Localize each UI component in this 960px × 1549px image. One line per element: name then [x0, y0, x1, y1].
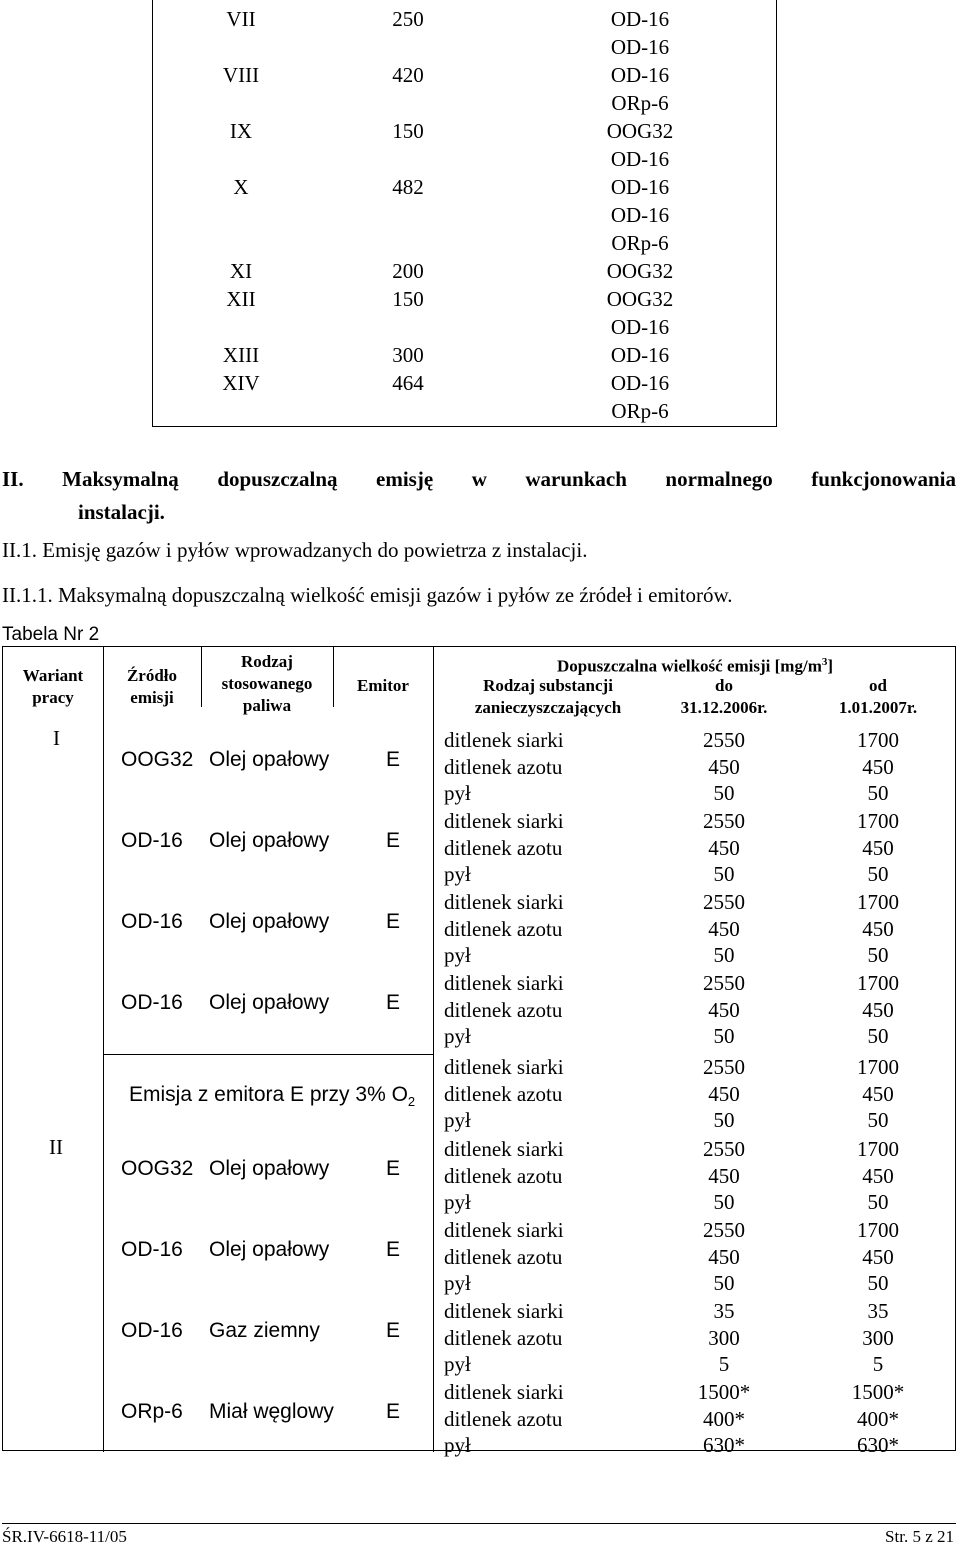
source-cell: OD-16 [610, 175, 670, 199]
limit-value: 450 [708, 997, 740, 1022]
source-cell: OD-16 [610, 7, 670, 31]
source-cell: OD-16 [121, 991, 183, 1014]
limit-value: 400* [857, 1406, 899, 1431]
limit-value: 450 [862, 916, 894, 941]
variant-cell: X [233, 175, 249, 199]
section-heading-ii-1: II.1. Emisję gazów i pyłów wprowadzanych do powietrza z instalacji. [2, 538, 588, 562]
substance-name: pył [444, 1433, 471, 1458]
limit-value: 50 [867, 1024, 889, 1049]
power-cell: 420 [392, 63, 424, 87]
source-cell: ORp-6 [121, 1400, 183, 1423]
source-cell: OD-16 [121, 1319, 183, 1342]
substance-name: pył [444, 1271, 471, 1296]
limit-value: 50 [867, 1108, 889, 1133]
limit-from-cell [833, 727, 923, 807]
limit-value: 50 [713, 781, 735, 806]
limit-value: 1700 [857, 728, 899, 752]
power-table-row [153, 341, 776, 369]
variant-cell: VIII [222, 63, 260, 87]
limit-to-cell [679, 970, 769, 1050]
emission-group [3, 1054, 955, 1135]
substance-cell [444, 1379, 564, 1459]
power-table-row [153, 397, 776, 425]
limit-value: 5 [872, 1352, 884, 1377]
substance-name: pył [444, 862, 471, 887]
fuel-cell: Olej opałowy [209, 748, 330, 771]
substance-name: ditlenek azotu [444, 916, 563, 941]
substance-cell [444, 1298, 564, 1378]
fuel-cell: Olej opałowy [209, 829, 330, 852]
source-cell: OD-16 [610, 147, 670, 171]
power-cell: 150 [392, 287, 424, 311]
fuel-cell: Miał węglowy [209, 1400, 334, 1423]
fuel-cell: Olej opałowy [209, 1157, 330, 1180]
power-table-row [153, 61, 776, 89]
limit-to-cell [679, 1298, 769, 1378]
limit-to-cell [679, 727, 769, 807]
limit-value: 1700 [857, 809, 899, 833]
power-cell: 150 [392, 119, 424, 143]
substance-name: pył [444, 1024, 471, 1049]
variant-label-ii: II [49, 1135, 63, 1159]
substance-cell [444, 1054, 564, 1134]
power-cell: 482 [392, 175, 424, 199]
limit-value: 450 [708, 916, 740, 941]
source-cell: OD-16 [121, 829, 183, 852]
limit-to-cell [679, 1217, 769, 1297]
header-variant: Wariant pracy [22, 666, 84, 707]
footer-divider [2, 1523, 956, 1524]
power-sources-table [152, 0, 777, 427]
emission-group [3, 1298, 955, 1379]
limit-value: 50 [867, 1190, 889, 1215]
source-cell: OD-16 [121, 910, 183, 933]
limit-to-cell [679, 1136, 769, 1216]
power-table-row [153, 173, 776, 201]
substance-name: ditlenek siarki [444, 890, 564, 914]
limit-value: 450 [708, 835, 740, 860]
substance-cell [444, 889, 564, 969]
emission-group [3, 889, 955, 970]
limit-value: 630* [857, 1433, 899, 1458]
substance-name: ditlenek siarki [444, 1380, 564, 1404]
limit-value: 2550 [703, 1137, 745, 1161]
substance-cell [444, 808, 564, 888]
variant-cell: XI [229, 259, 253, 283]
header-fuel: Rodzaj stosowanego paliwa [221, 652, 313, 715]
limit-value: 450 [708, 1244, 740, 1269]
limit-value: 630* [703, 1433, 745, 1458]
power-table-row [153, 257, 776, 285]
limit-value: 50 [867, 781, 889, 806]
substance-name: ditlenek siarki [444, 809, 564, 833]
power-cell: 200 [392, 259, 424, 283]
substance-cell [444, 727, 564, 807]
limit-value: 2550 [703, 809, 745, 833]
limit-value: 2550 [703, 971, 745, 995]
limit-value: 450 [708, 1163, 740, 1188]
substance-name: ditlenek siarki [444, 1299, 564, 1323]
substance-name: ditlenek azotu [444, 835, 563, 860]
power-table-row [153, 33, 776, 61]
limit-from-cell [833, 1136, 923, 1216]
power-table-row [153, 201, 776, 229]
emission-group [3, 727, 955, 808]
source-cell: OD-16 [121, 1238, 183, 1261]
substance-name: ditlenek azotu [444, 1406, 563, 1431]
limit-value: 50 [713, 1024, 735, 1049]
limit-value: 50 [713, 1271, 735, 1296]
emitter-cell: E [386, 748, 401, 771]
variant-label-i: I [53, 726, 60, 750]
power-cell: 300 [392, 343, 424, 367]
limit-value: 450 [862, 1244, 894, 1269]
source-cell: OD-16 [610, 35, 670, 59]
substance-name: pył [444, 1352, 471, 1377]
limit-to-cell [679, 889, 769, 969]
power-table-row [153, 5, 776, 33]
source-cell: OD-16 [610, 203, 670, 227]
limit-to-cell [679, 1054, 769, 1134]
fuel-cell: Olej opałowy [209, 991, 330, 1014]
source-cell: OD-16 [610, 343, 670, 367]
limit-value: 50 [867, 1271, 889, 1296]
page-number: Str. 5 z 21 [885, 1527, 954, 1546]
section-heading-ii-1-1: II.1.1. Maksymalną dopuszczalną wielkość emisji gazów i pyłów ze źródeł i emitorów. [2, 583, 733, 607]
limit-value: 1500* [851, 1380, 905, 1404]
limit-value: 50 [713, 862, 735, 887]
header-allowed-emission: Dopuszczalna wielkość emisji $[mg/m^3]$ [556, 656, 834, 676]
substance-name: pył [444, 781, 471, 806]
substance-name: ditlenek siarki [444, 728, 564, 752]
substance-cell [444, 970, 564, 1050]
header-source: Źródło emisji [126, 666, 178, 707]
emitter-cell: E [386, 1319, 401, 1342]
substance-name: ditlenek siarki [444, 1218, 564, 1242]
emitter-cell: E [386, 1238, 401, 1261]
limit-value: 2550 [703, 890, 745, 914]
section-heading-ii: II. Maksymalną dopuszczalną emisję w warunkach normalnego funkcjonowania [2, 467, 956, 491]
limit-value: 1500* [697, 1380, 751, 1404]
substance-name: pył [444, 1108, 471, 1133]
limit-from-cell [833, 1298, 923, 1378]
emission-group [3, 808, 955, 889]
emission-group [3, 1379, 955, 1460]
fuel-cell: Olej opałowy [209, 910, 330, 933]
source-cell: OOG32 [121, 1157, 194, 1180]
substance-name: ditlenek siarki [444, 1137, 564, 1161]
source-cell: OD-16 [610, 371, 670, 395]
limit-value: 50 [713, 1108, 735, 1133]
emitter-cell: E [386, 1157, 401, 1180]
header-to-date: do 31.12.2006r. [680, 676, 768, 717]
limit-value: 1700 [857, 890, 899, 914]
header-emitter: Emitor [357, 676, 409, 695]
power-table-row [153, 117, 776, 145]
limit-value: 50 [713, 943, 735, 968]
emission-group [3, 1136, 955, 1217]
limit-value: 35 [867, 1299, 889, 1323]
emitter-cell: E [386, 829, 401, 852]
limit-value: 2550 [703, 1218, 745, 1242]
limit-value: 2550 [703, 728, 745, 752]
source-cell: OOG32 [606, 259, 674, 283]
header-substance: Rodzaj substancji zanieczyszczających [474, 676, 622, 717]
substance-name: ditlenek azotu [444, 754, 563, 779]
limit-value: 1700 [857, 1218, 899, 1242]
substance-name: ditlenek siarki [444, 971, 564, 995]
power-table-row [153, 285, 776, 313]
variant-cell: IX [229, 119, 253, 143]
limit-to-cell [679, 1379, 769, 1459]
substance-cell [444, 1217, 564, 1297]
substance-name: ditlenek azotu [444, 997, 563, 1022]
limit-value: 450 [862, 997, 894, 1022]
source-cell: OD-16 [610, 63, 670, 87]
table-caption: Tabela Nr 2 [2, 624, 100, 645]
substance-name: ditlenek azotu [444, 1325, 563, 1350]
limit-value: 2550 [703, 1055, 745, 1079]
substance-name: pył [444, 1190, 471, 1215]
source-cell: ORp-6 [611, 91, 669, 115]
power-cell: 250 [392, 7, 424, 31]
fuel-cell: Olej opałowy [209, 1238, 330, 1261]
limit-value: 1700 [857, 1055, 899, 1079]
source-cell: ORp-6 [611, 399, 669, 423]
limit-value: 400* [703, 1406, 745, 1431]
limit-value: 50 [867, 862, 889, 887]
limit-to-cell [679, 808, 769, 888]
emitter-cell: E [386, 991, 401, 1014]
variant-cell: VII [226, 7, 256, 31]
emitter-cell: E [386, 910, 401, 933]
power-table-row [153, 89, 776, 117]
limit-value: 450 [862, 754, 894, 779]
source-cell: ORp-6 [611, 231, 669, 255]
fuel-cell: Gaz ziemny [209, 1319, 320, 1342]
substance-name: pył [444, 943, 471, 968]
limit-value: 300 [862, 1325, 894, 1350]
substance-cell [444, 1136, 564, 1216]
emission-group [3, 970, 955, 1051]
substance-name: ditlenek siarki [444, 1055, 564, 1079]
limit-from-cell [833, 1217, 923, 1297]
power-table-row [153, 369, 776, 397]
limit-value: 50 [867, 943, 889, 968]
section-heading-ii-continued: instalacji. [78, 500, 165, 524]
power-table-row [153, 145, 776, 173]
emitter-cell: E [386, 1400, 401, 1423]
limit-value: 35 [713, 1299, 735, 1323]
source-cell: OD-16 [610, 315, 670, 339]
variant-cell: XII [226, 287, 256, 311]
limit-value: 450 [862, 1081, 894, 1106]
substance-name: ditlenek azotu [444, 1163, 563, 1188]
limit-from-cell [833, 889, 923, 969]
limit-from-cell [833, 970, 923, 1050]
limit-from-cell [833, 808, 923, 888]
limit-value: 450 [862, 1163, 894, 1188]
power-cell: 464 [392, 371, 424, 395]
variant-cell: XIII [222, 343, 260, 367]
source-cell: OOG32 [606, 119, 674, 143]
limit-value: 450 [708, 754, 740, 779]
power-table-row [153, 313, 776, 341]
source-cell: OOG32 [121, 748, 194, 771]
limit-value: 1700 [857, 971, 899, 995]
limit-value: 450 [862, 835, 894, 860]
limit-from-cell [833, 1054, 923, 1134]
emissions-table [2, 646, 956, 1458]
substance-name: ditlenek azotu [444, 1244, 563, 1269]
limit-from-cell [833, 1379, 923, 1459]
header-from-date: od 1.01.2007r. [838, 676, 918, 717]
variant-cell: XIV [222, 371, 260, 395]
limit-value: 450 [708, 1081, 740, 1106]
emission-group [3, 1217, 955, 1298]
limit-value: 5 [718, 1352, 730, 1377]
document-reference: ŚR.IV-6618-11/05 [2, 1527, 127, 1546]
source-cell: OOG32 [606, 287, 674, 311]
limit-value: 300 [708, 1325, 740, 1350]
emitter-note: Emisja z emitora E przy 3% $O_2$ [129, 1083, 416, 1110]
power-table-row [153, 229, 776, 257]
substance-name: ditlenek azotu [444, 1081, 563, 1106]
limit-value: 50 [713, 1190, 735, 1215]
limit-value: 1700 [857, 1137, 899, 1161]
